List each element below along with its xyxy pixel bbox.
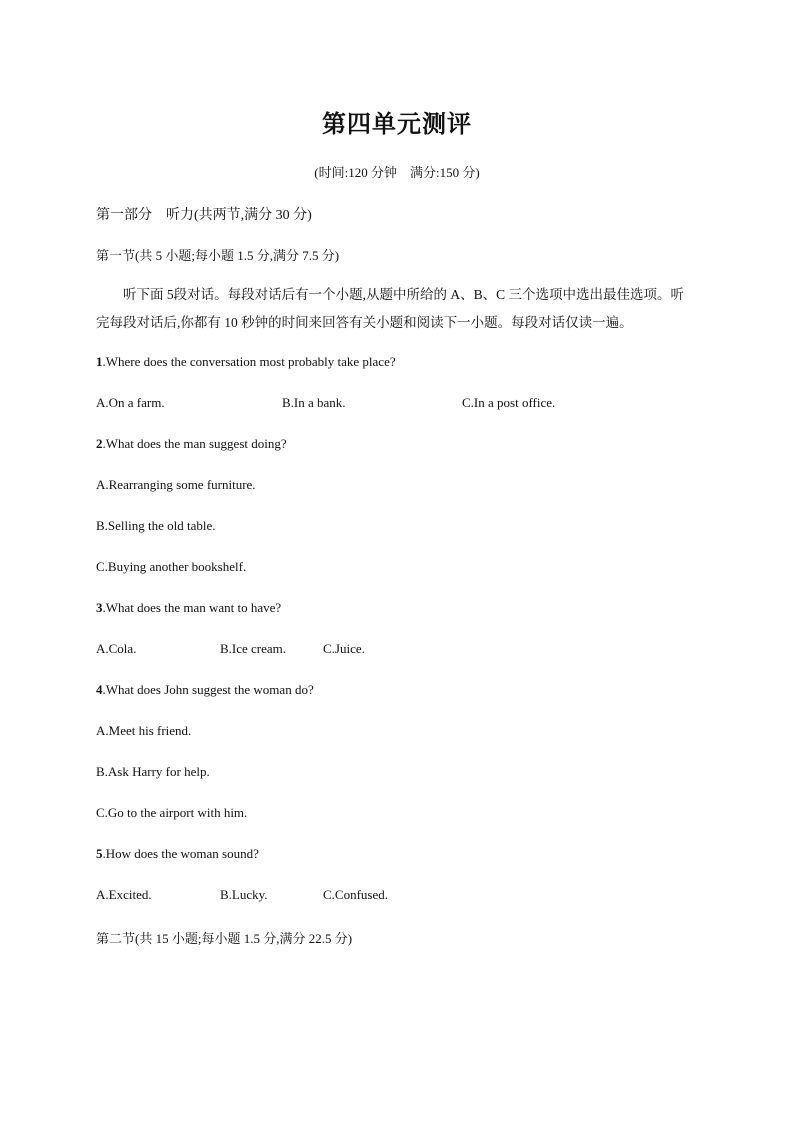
question-2-option-b: B.Selling the old table. [96,518,216,533]
question-text: .Where does the conversation most probably take place? [102,354,396,369]
question-number: 5 [96,846,103,861]
question-3 [96,600,281,616]
question-number: 4 [96,682,103,697]
question-4-option-a: A.Meet his friend. [96,723,192,738]
question-text: .What does John suggest the woman do? [102,682,314,697]
question-2-option-c: C.Buying another bookshelf. [96,559,247,574]
question-3-option-c: C.Juice. [323,641,365,656]
page-title: 第四单元测评 [322,110,472,138]
question-5-option-a: A.Excited. [96,887,152,902]
question-number: 3 [96,600,103,615]
exam-time-score: (时间:120 分钟 满分:150 分) [314,165,480,180]
question-1 [96,354,396,370]
question-4-option-c: C.Go to the airport with him. [96,805,248,820]
question-5 [96,846,259,862]
question-5-option-b: B.Lucky. [220,887,268,902]
question-5-option-c: C.Confused. [323,887,388,902]
question-1-option-b: B.In a bank. [282,395,346,410]
section1-heading: 第一节(共 5 小题;每小题 1.5 分,满分 7.5 分) [96,248,340,263]
section2-heading: 第二节(共 15 小题;每小题 1.5 分,满分 22.5 分) [96,931,353,946]
question-4 [96,682,314,698]
question-3-option-b: B.Ice cream. [220,641,287,656]
question-3-option-a: A.Cola. [96,641,137,656]
question-2 [96,436,287,452]
question-2-option-a: A.Rearranging some furniture. [96,477,256,492]
question-text: .What does the man want to have? [102,600,282,615]
listening-instructions: 听下面 5段对话。每段对话后有一个小题,从题中所给的 A、B、C 三个选项中选出最佳选项。听完每段对话后,你都有 10 秒钟的时间来回答有关小题和阅读下一小题。每段对话仅读一遍。 [96,287,685,330]
question-text: .What does the man suggest doing? [102,436,287,451]
question-1-option-c: C.In a post office. [462,395,556,410]
question-4-option-b: B.Ask Harry for help. [96,764,210,779]
question-text: .How does the woman sound? [102,846,259,861]
question-1-option-a: A.On a farm. [96,395,165,410]
question-number: 1 [96,354,103,369]
part1-heading: 第一部分 听力(共两节,满分 30 分) [96,208,312,223]
question-number: 2 [96,436,103,451]
